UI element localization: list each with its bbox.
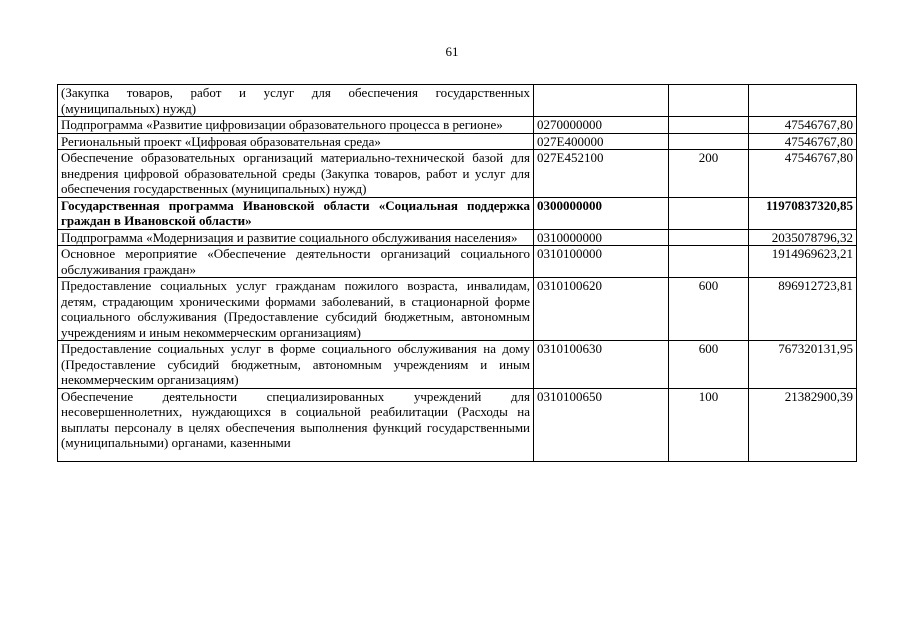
- table-row: [58, 341, 857, 389]
- row-sum: 47546767,80: [749, 133, 857, 150]
- row-expense-type: [669, 229, 749, 246]
- row-sum: 2035078796,32: [749, 229, 857, 246]
- row-sum: 1914969623,21: [749, 246, 857, 278]
- row-sum: 21382900,39: [749, 388, 857, 461]
- table-row: [58, 229, 857, 246]
- table-row-program: [58, 197, 857, 229]
- row-code: 027Е452100: [534, 150, 669, 198]
- row-sum: 11970837320,85: [749, 197, 857, 229]
- row-expense-type: 100: [669, 388, 749, 461]
- row-expense-type: [669, 117, 749, 134]
- row-expense-type: [669, 197, 749, 229]
- row-name: Государственная программа Ивановской области «Социальная поддержка граждан в Ивановской области»: [58, 197, 534, 229]
- row-expense-type: 600: [669, 341, 749, 389]
- row-code: 0310100000: [534, 246, 669, 278]
- row-code: 0310100620: [534, 278, 669, 341]
- table-row: [58, 150, 857, 198]
- row-code: 0310100650: [534, 388, 669, 461]
- row-expense-type: [669, 85, 749, 117]
- row-name: (Закупка товаров, работ и услуг для обеспечения государственных (муниципальных) нужд): [58, 85, 534, 117]
- table-row: [58, 278, 857, 341]
- row-sum: 767320131,95: [749, 341, 857, 389]
- row-name: Обеспечение образовательных организаций материально-технической базой для внедрения цифровой образовательной среды (Закупка товаров, работ и услуг для обеспечения государственных (муниципальных) нужд): [58, 150, 534, 198]
- row-name: Предоставление социальных услуг в форме социального обслуживания на дому (Предоставление субсидий бюджетным, автономным учреждениям и иным некоммерческим организациям): [58, 341, 534, 389]
- row-name: Основное мероприятие «Обеспечение деятельности организаций социального обслуживания граждан»: [58, 246, 534, 278]
- row-expense-type: 600: [669, 278, 749, 341]
- row-code: 0300000000: [534, 197, 669, 229]
- row-sum: [749, 85, 857, 117]
- budget-table: [57, 84, 857, 462]
- row-code: 0310100630: [534, 341, 669, 389]
- row-sum: 47546767,80: [749, 150, 857, 198]
- row-name: Региональный проект «Цифровая образовательная среда»: [58, 133, 534, 150]
- row-code: 027Е400000: [534, 133, 669, 150]
- row-expense-type: [669, 133, 749, 150]
- row-name: Подпрограмма «Модернизация и развитие социального обслуживания населения»: [58, 229, 534, 246]
- row-expense-type: [669, 246, 749, 278]
- table-row: [58, 133, 857, 150]
- row-code: 0270000000: [534, 117, 669, 134]
- table-row: [58, 388, 857, 461]
- row-code: [534, 85, 669, 117]
- row-sum: 47546767,80: [749, 117, 857, 134]
- row-expense-type: 200: [669, 150, 749, 198]
- row-sum: 896912723,81: [749, 278, 857, 341]
- row-code: 0310000000: [534, 229, 669, 246]
- table-row: [58, 246, 857, 278]
- row-name: Предоставление социальных услуг гражданам пожилого возраста, инвалидам, детям, страдающим хроническими формами заболеваний, в стационарной форме социального обслуживания (Предоставление субсидий бюджетным, автономным учреждениям и иным некоммерческим организациям): [58, 278, 534, 341]
- row-name: Обеспечение деятельности специализированных учреждений для несовершеннолетних, нуждающихся в социальной реабилитации (Расходы на выплаты персоналу в целях обеспечения выполнения функций государственными (муниципальными) органами, казенными: [58, 388, 534, 461]
- table-row: [58, 85, 857, 117]
- row-name: Подпрограмма «Развитие цифровизации образовательного процесса в регионе»: [58, 117, 534, 134]
- table-row: [58, 117, 857, 134]
- page-number: 61: [445, 44, 459, 59]
